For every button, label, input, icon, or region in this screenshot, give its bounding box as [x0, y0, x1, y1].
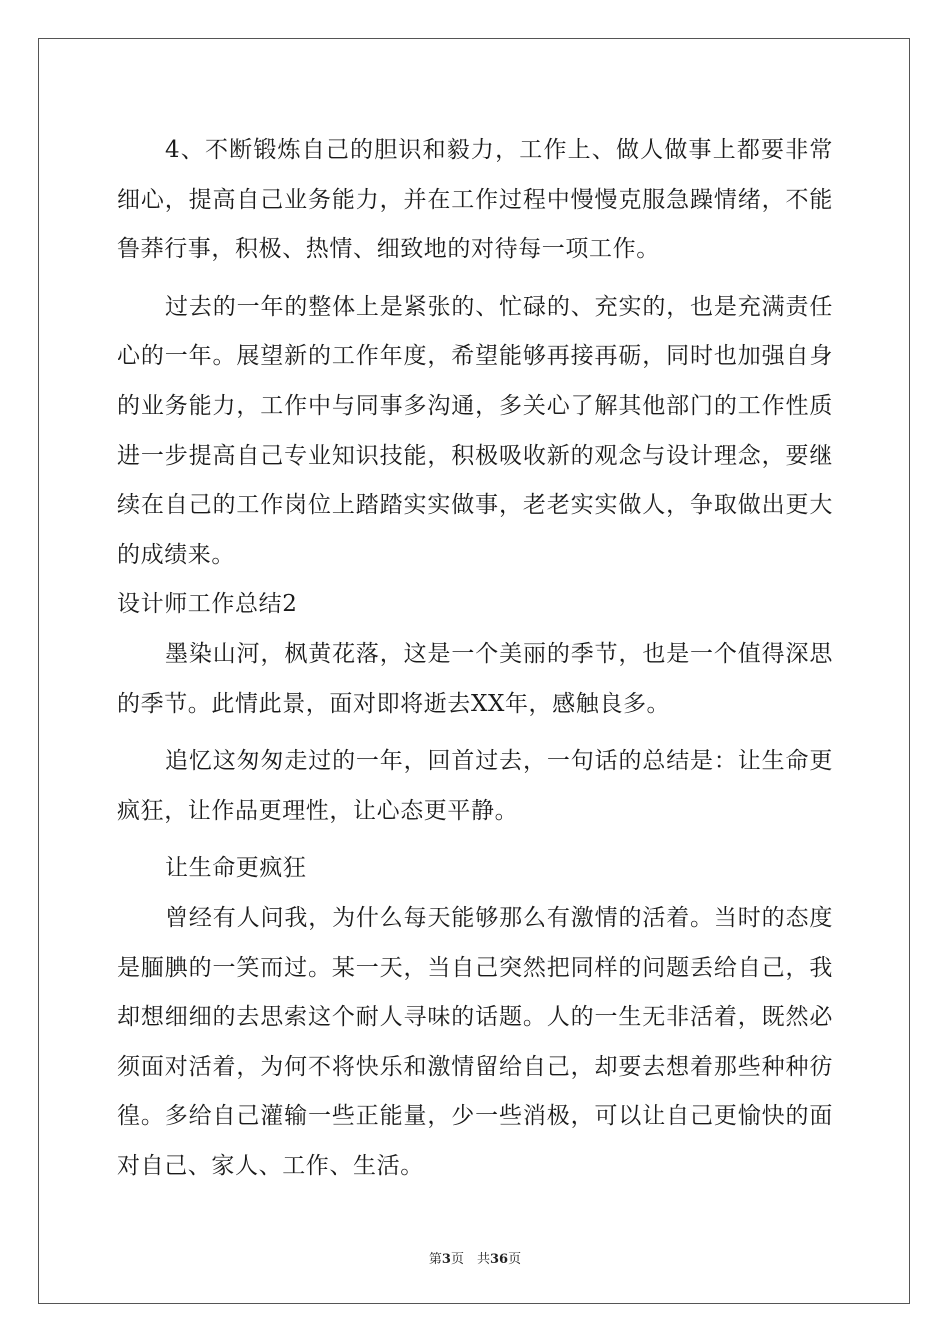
footer-current-page: 3	[441, 1252, 451, 1267]
page-footer	[0, 1248, 950, 1267]
paragraph-intro: 墨染山河，枫黄花落，这是一个美丽的季节，也是一个值得深思的季节。此情此景，面对即将逝去XX年，感触良多。	[117, 640, 833, 717]
paragraph-passion: 曾经有人问我，为什么每天能够那么有激情的活着。当时的态度是腼腆的一笑而过。某一天，当自己突然把同样的问题丢给自己，我却想细细的去思索这个耐人寻味的话题。人的一生无非活着，既然必须面对活着，为何不将快乐和激情留给自己，却要去想着那些种种彷徨。多给自己灌输一些正能量，少一些消极，可以让自己更愉快的面对自己、家人、工作、生活。	[117, 904, 833, 1179]
footer-suffix: 页	[508, 1252, 522, 1267]
footer-middle: 页 共	[450, 1252, 490, 1267]
footer-total-pages: 36	[489, 1252, 509, 1267]
document-body	[117, 126, 833, 1191]
section-title: 设计师工作总结2	[117, 591, 298, 618]
paragraph-summary: 过去的一年的整体上是紧张的、忙碌的、充实的，也是充满责任心的一年。展望新的工作年度，希望能够再接再砺，同时也加强自身的业务能力，工作中与同事多沟通，多关心了解其他部门的工作性质进一步提高自己专业知识技能，积极吸收新的观念与设计理念，要继续在自己的工作岗位上踏踏实实做事，老老实实做人，争取做出更大的成绩来。	[117, 293, 833, 568]
paragraph-recollection: 追忆这匆匆走过的一年，回首过去，一句话的总结是：让生命更疯狂，让作品更理性，让心态更平静。	[117, 748, 833, 824]
footer-prefix: 第	[428, 1252, 442, 1267]
subheading-crazy-life: 让生命更疯狂	[165, 855, 307, 882]
paragraph-item-4: 4、不断锻炼自己的胆识和毅力，工作上、做人做事上都要非常细心，提高自己业务能力，并在工作过程中慢慢克服急躁情绪，不能鲁莽行事，积极、热情、细致地的对待每一项工作。	[117, 137, 833, 263]
